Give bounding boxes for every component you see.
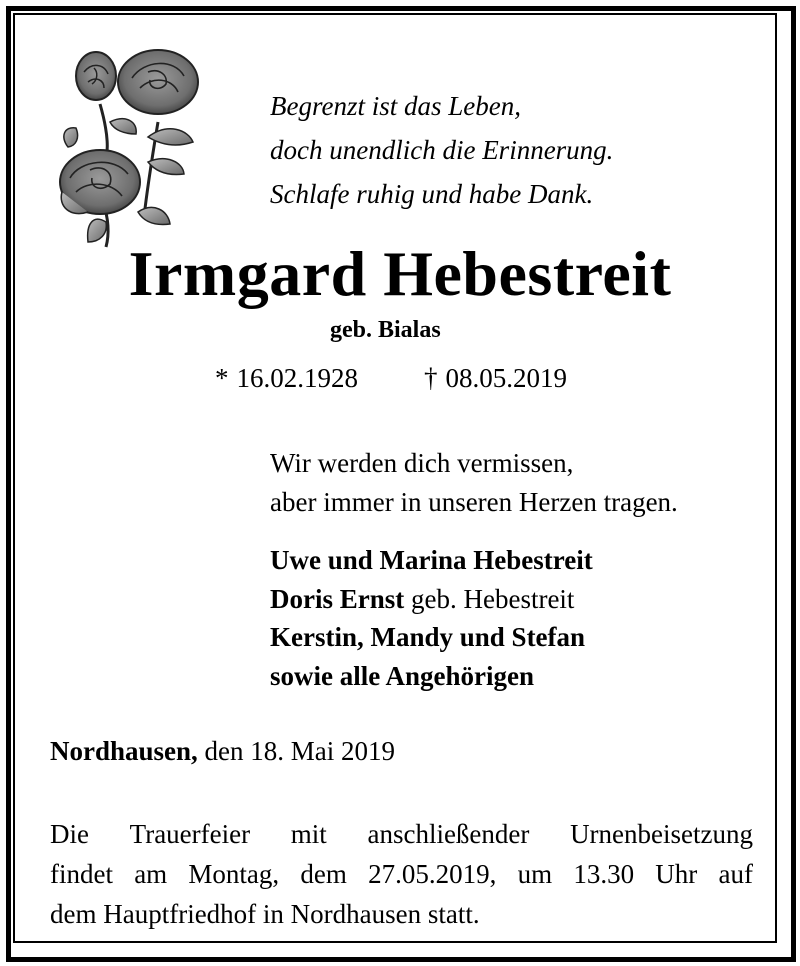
mourner-line: Uwe und Marina Hebestreit [270, 545, 593, 575]
notice-word: Montag, [188, 859, 280, 889]
motto-line: Begrenzt ist das Leben, [270, 91, 521, 121]
mourner-name: Doris Ernst [270, 583, 405, 614]
motto-verse [270, 84, 613, 216]
notice-word: mit [290, 819, 327, 849]
notice-line [50, 854, 753, 894]
funeral-notice [50, 814, 753, 934]
place-city: Nordhausen, [50, 736, 198, 766]
mourner-line: sowie alle Angehörigen [270, 660, 534, 691]
birth-date [215, 360, 358, 396]
notice-word: Die [50, 819, 89, 849]
notice-word: 13.30 [573, 859, 635, 889]
notice-date: den 18. Mai 2019 [197, 736, 396, 766]
roses-illustration [48, 42, 208, 252]
mourners-list [270, 541, 593, 695]
notice-word: um [517, 859, 553, 889]
cross-death-symbol: † [424, 363, 438, 393]
notice-line [50, 814, 753, 854]
mourner-line [270, 580, 593, 619]
mourner-line: Kerstin, Mandy und Stefan [270, 622, 586, 652]
notice-word: auf [718, 859, 753, 889]
notice-word: findet [50, 859, 113, 889]
quote-line: aber immer in unseren Herzen tragen. [270, 487, 678, 517]
star-birth-symbol: * [215, 363, 229, 393]
motto-line: doch unendlich die Erinnerung. [270, 135, 614, 165]
notice-word: anschließender [367, 819, 530, 849]
notice-word: am [134, 859, 168, 889]
mourner-maiden: geb. Hebestreit [404, 583, 575, 614]
death-date [424, 360, 567, 396]
deceased-name: Irmgard Hebestreit [128, 238, 672, 309]
place-date [50, 731, 395, 771]
farewell-quote [270, 444, 678, 522]
notice-word: Trauerfeier [129, 819, 251, 849]
notice-word: 27.05.2019, [368, 859, 497, 889]
motto-line: Schlafe ruhig und habe Dank. [270, 179, 594, 209]
notice-word: dem [300, 859, 347, 889]
notice-line: dem Hauptfriedhof in Nordhausen statt. [50, 899, 480, 929]
death-date-value: 08.05.2019 [445, 363, 567, 393]
notice-word: Urnenbeisetzung [570, 819, 753, 849]
quote-line: Wir werden dich vermissen, [270, 448, 574, 478]
birth-date-value: 16.02.1928 [236, 363, 358, 393]
notice-word: Uhr [655, 859, 698, 889]
maiden-name: geb. Bialas [330, 317, 441, 343]
